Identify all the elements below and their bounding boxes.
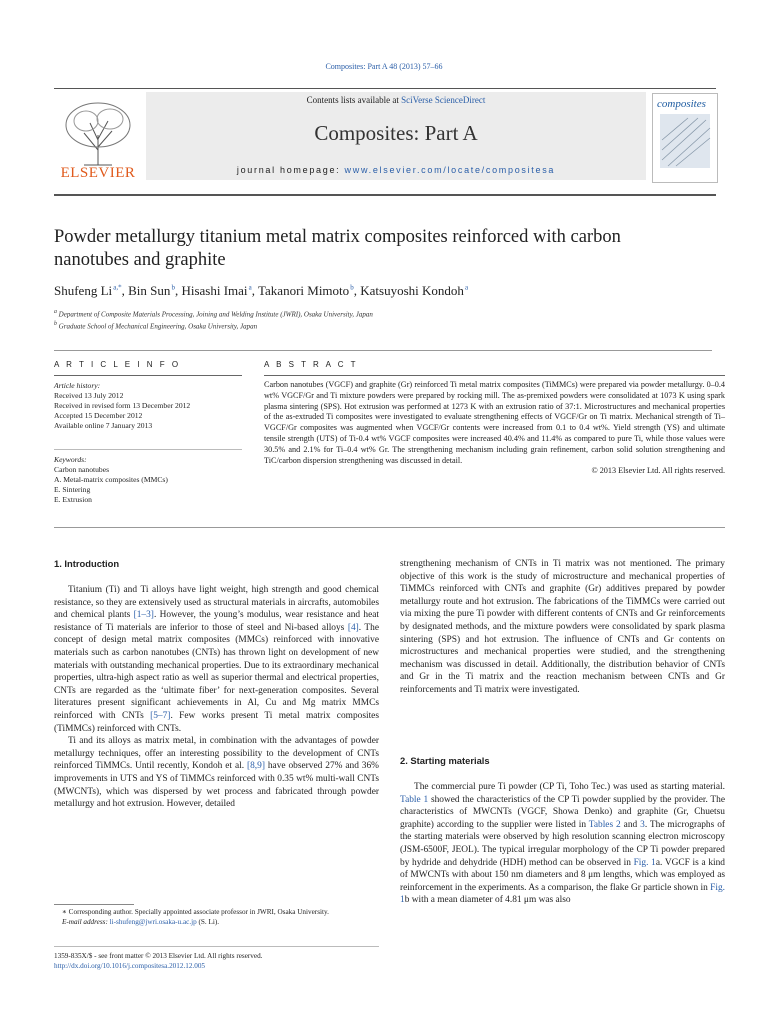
- cover-artwork-icon: [654, 110, 716, 172]
- journal-cover-image: [652, 93, 718, 183]
- affiliation-sup: a: [54, 309, 57, 315]
- text-run: . The concept of design metal matrix composites (MMCs) reinforced with innovative materials such as carbon nanotubes (CNTs) has thrown light on development of new materials with outstanding mechanical properties. Due to its extraordinary mechanical properties, ultra-high aspect ratio as well as superior thermal and electrical properties, CNTs are regarded as the ‘ultimate fiber’ for next-generation composites. Several literatures present significant achievements in Al, Cu and Mg matrix MMCs reinforced with CNTs: [54, 622, 380, 721]
- history-label: Article history:: [54, 381, 101, 390]
- email-label: E-mail address:: [62, 917, 110, 926]
- sciencedirect-link[interactable]: SciVerse ScienceDirect: [401, 95, 486, 105]
- divider: [54, 375, 242, 376]
- author-name: Takanori Mimoto: [258, 283, 350, 298]
- affiliation: [54, 307, 373, 319]
- doi-link[interactable]: http://dx.doi.org/10.1016/j.compositesa.2012.12.005: [54, 962, 206, 970]
- elsevier-logo: [54, 95, 142, 185]
- table-link[interactable]: 3: [640, 819, 645, 830]
- journal-title: Composites: Part A: [314, 121, 478, 145]
- email-suffix: (S. Li).: [196, 917, 220, 926]
- history-item: Available online 7 January 2013: [54, 421, 153, 430]
- homepage-prefix: journal homepage:: [236, 165, 345, 175]
- citation-link[interactable]: [5–7]: [150, 710, 171, 721]
- keyword: Carbon nanotubes: [54, 465, 110, 474]
- abstract-text: [264, 380, 725, 477]
- paragraph: [54, 584, 379, 735]
- journal-reference[interactable]: Composites: Part A 48 (2013) 57–66: [325, 62, 443, 71]
- author-name: Bin Sun: [128, 283, 171, 298]
- keyword: A. Metal-matrix composites (MMCs): [54, 475, 168, 484]
- figure-link[interactable]: Fig. 1: [400, 882, 725, 906]
- author-affil-sup[interactable]: b: [171, 283, 175, 292]
- keywords: [54, 455, 254, 505]
- abstract-heading: A B S T R A C T: [264, 360, 358, 369]
- history-item: Received in revised form 13 December 2012: [54, 401, 191, 410]
- text-run: and: [620, 819, 641, 830]
- divider: [54, 527, 725, 528]
- paragraph: [400, 781, 725, 907]
- footnote-divider: [54, 904, 134, 905]
- divider: [54, 449, 242, 450]
- keyword: E. Extrusion: [54, 495, 92, 504]
- paper-title: Powder metallurgy titanium metal matrix composites reinforced with carbon nanotubes and graphite: [54, 227, 621, 270]
- left-column-text: [54, 584, 379, 811]
- keyword: E. Sintering: [54, 485, 91, 494]
- author-affil-sup[interactable]: a: [248, 283, 252, 292]
- section-heading-introduction: 1. Introduction: [54, 558, 120, 569]
- affiliation-text: Graduate School of Mechanical Engineering, Osaka University, Japan: [58, 322, 258, 331]
- text-run: . The micrographs of the starting materials were observed by high resolution scanning electron microscopy (JSM-6500F, JEOL). The typical irregular morphology of the CP Ti powder prepared by hydride and dehydride (HDH) method can be observed in: [400, 819, 725, 868]
- journal-homepage: [146, 165, 646, 175]
- author-name: Shufeng Li: [54, 283, 113, 298]
- affiliation: [54, 319, 373, 331]
- text-run: have observed 27% and 36% improvements in UTS and YS of TiMMCs reinforced with 0.35 wt% multi-wall CNTs (MWCNTs), which was dispersed by wet process and fabricated through powder metallurgy and hot extrusion. However, detailed: [54, 761, 379, 810]
- page-footer: [54, 951, 384, 971]
- contents-line: [146, 95, 646, 105]
- author-list: Shufeng Li $^{a,*}$, Bin Sun $^b$, Hisashi Imai $^a$, Takanori Mimoto $^b$, Katsuyoshi Kondoh $^a$: [54, 283, 469, 298]
- history-item: Received 13 July 2012: [54, 391, 124, 400]
- text-run: The commercial pure Ti powder (CP Ti, Toho Tec.) was used as starting material.: [414, 782, 725, 792]
- citation-link[interactable]: [8,9]: [246, 761, 265, 772]
- affiliation-sup: b: [54, 321, 57, 328]
- email-line: [54, 918, 379, 928]
- copyright: © 2013 Elsevier Ltd. All rights reserved.: [591, 466, 725, 476]
- paragraph: strengthening mechanism of CNTs in Ti matrix was not mentioned. The primary objective of this work is the study of microstructure and mechanical properties of TiMMCs reinforced with CNTs and graphite (Gr) additives prepared by powder metallurgy route and hot extrusion. The fabrications of the TiMMCs were carried out via mixing the pure Ti powder with different contents of CNTs and Gr reinforcements by designated methods, and the mixture powders were consolidated by spark plasma sintering (SPS) and hot extrusion. The influence of CNTs and Gr contents on microstructures and mechanical properties were studied, and the strengthening mechanism was discussed in detail. Additionally, the distribution behavior of CNTs and Gr in the Ti matrix and the reaction mechanism between CNTs and Gr reinforcements and Ti matrix were investigated.: [400, 559, 725, 695]
- issn-line: 1359-835X/$ - see front matter © 2013 Elsevier Ltd. All rights reserved.: [54, 952, 263, 960]
- right-column-text: [400, 558, 725, 697]
- footnote: [54, 908, 379, 927]
- text-run: . However, the young’s modulus, wear resistance and heat resistance of Ti materials are inferior to those of steel and Ni-based alloys: [54, 610, 379, 633]
- homepage-link[interactable]: www.elsevier.com/locate/compositesa: [344, 165, 556, 175]
- corresponding-author-note: ∗ Corresponding author. Specially appointed associate professor in JWRI, Osaka University.: [62, 908, 329, 916]
- author-affil-sup[interactable]: a,*: [113, 283, 122, 292]
- citation-link[interactable]: [4]: [347, 622, 359, 633]
- table-link[interactable]: Tables 2: [588, 819, 621, 830]
- author-affil-sup[interactable]: a: [465, 283, 469, 292]
- author-affil-sup[interactable]: b: [350, 283, 354, 292]
- section-heading-starting-materials: 2. Starting materials: [400, 755, 490, 766]
- article-info-heading: A R T I C L E I N F O: [54, 360, 181, 369]
- divider: [54, 350, 712, 351]
- email-link[interactable]: li-shufeng@jwri.osaka-u.ac.jp: [109, 917, 197, 926]
- author-name: Katsuyoshi Kondoh: [360, 283, 464, 298]
- text-run: showed the characteristics of the CP Ti powder supplied by the provider. The characteristics of MWCNTs (VGCF, Showa Denko) and graphite (Gr, Chuetsu graphite) according to the supplier were listed in: [400, 794, 725, 830]
- starting-materials-text: [400, 781, 725, 907]
- text-run: a. VGCF is a kind of MWCNTs with about 150 nm diameters and 8 μm lengths, which was employed as reinforcement in the experiments. As a comparison, the flake Gr particle shown in: [400, 857, 725, 893]
- abstract-body: Carbon nanotubes (VGCF) and graphite (Gr) reinforced Ti metal matrix composites (TiMMCs) were prepared via powder metallurgy. 0–0.4 wt% VGCF/Gr and Ti mixture powders were prepared by rocking mill. The as-premixed powders were consolidated at 1073 K using spark plasma sintering (SPS). Hot extrusion was performed at 1273 K with an extrusion ratio of 37:1. Microstructures and mechanical properties of the as-extruded Ti composites were investigated to evaluate strengthening effects of VGCF/Gr on Ti matrix. Mechanical strength of Ti–VGCF/Gr composites was augmented when VGCF/Gr contents were increased from 0.1 to 0.4 wt%. Yield strength (YS) and ultimate tensile strength (UTS) of Ti-0.4 wt% VGCF composites were increased 40.4% and 11.4% as compared to pure Ti, while those values were 30.5% and 2.1% for Ti–0.4 wt% Gr. The strengthening mechanism including grain refinement, carbon solid solution strengthening and TiC/carbon dispersion strengthening was discussed in detail.: [264, 380, 725, 465]
- figure-link[interactable]: Fig. 1: [633, 857, 656, 868]
- text-run: Titanium (Ti) and Ti alloys have light weight, high strength and good chemical resistance, so they are extensively used as structural materials in aircrafts, automobiles and chemical plants: [54, 585, 379, 621]
- keywords-label: Keywords:: [54, 455, 87, 464]
- author-name: Hisashi Imai: [181, 283, 248, 298]
- text-run: Ti and its alloys as matrix metal, in combination with the advantages of powder metallurgy techniques, offer an interesting possibility to the development of CNTs reinforced TiMMCs. Until recently, Kondoh et al.: [54, 736, 379, 772]
- affiliations: [54, 307, 373, 332]
- citation-link[interactable]: [1–3]: [133, 610, 154, 621]
- history-item: Accepted 15 December 2012: [54, 411, 143, 420]
- affiliation-text: Department of Composite Materials Processing, Joining and Welding Institute (JWRI), Osaka University, Japan: [58, 310, 373, 319]
- text-run: . Few works present Ti metal matrix composites (TiMMCs) reinforced with CNTs.: [54, 710, 379, 734]
- cover-title: composites: [657, 98, 706, 110]
- publisher-name: ELSEVIER: [60, 165, 136, 181]
- divider: [54, 946, 379, 947]
- table-link[interactable]: Table 1: [400, 794, 429, 805]
- paragraph: [54, 735, 379, 811]
- article-history: [54, 381, 254, 431]
- contents-prefix: Contents lists available at: [306, 95, 402, 105]
- divider: [264, 375, 725, 376]
- text-run: b with a mean diameter of 4.81 μm was also: [404, 895, 571, 906]
